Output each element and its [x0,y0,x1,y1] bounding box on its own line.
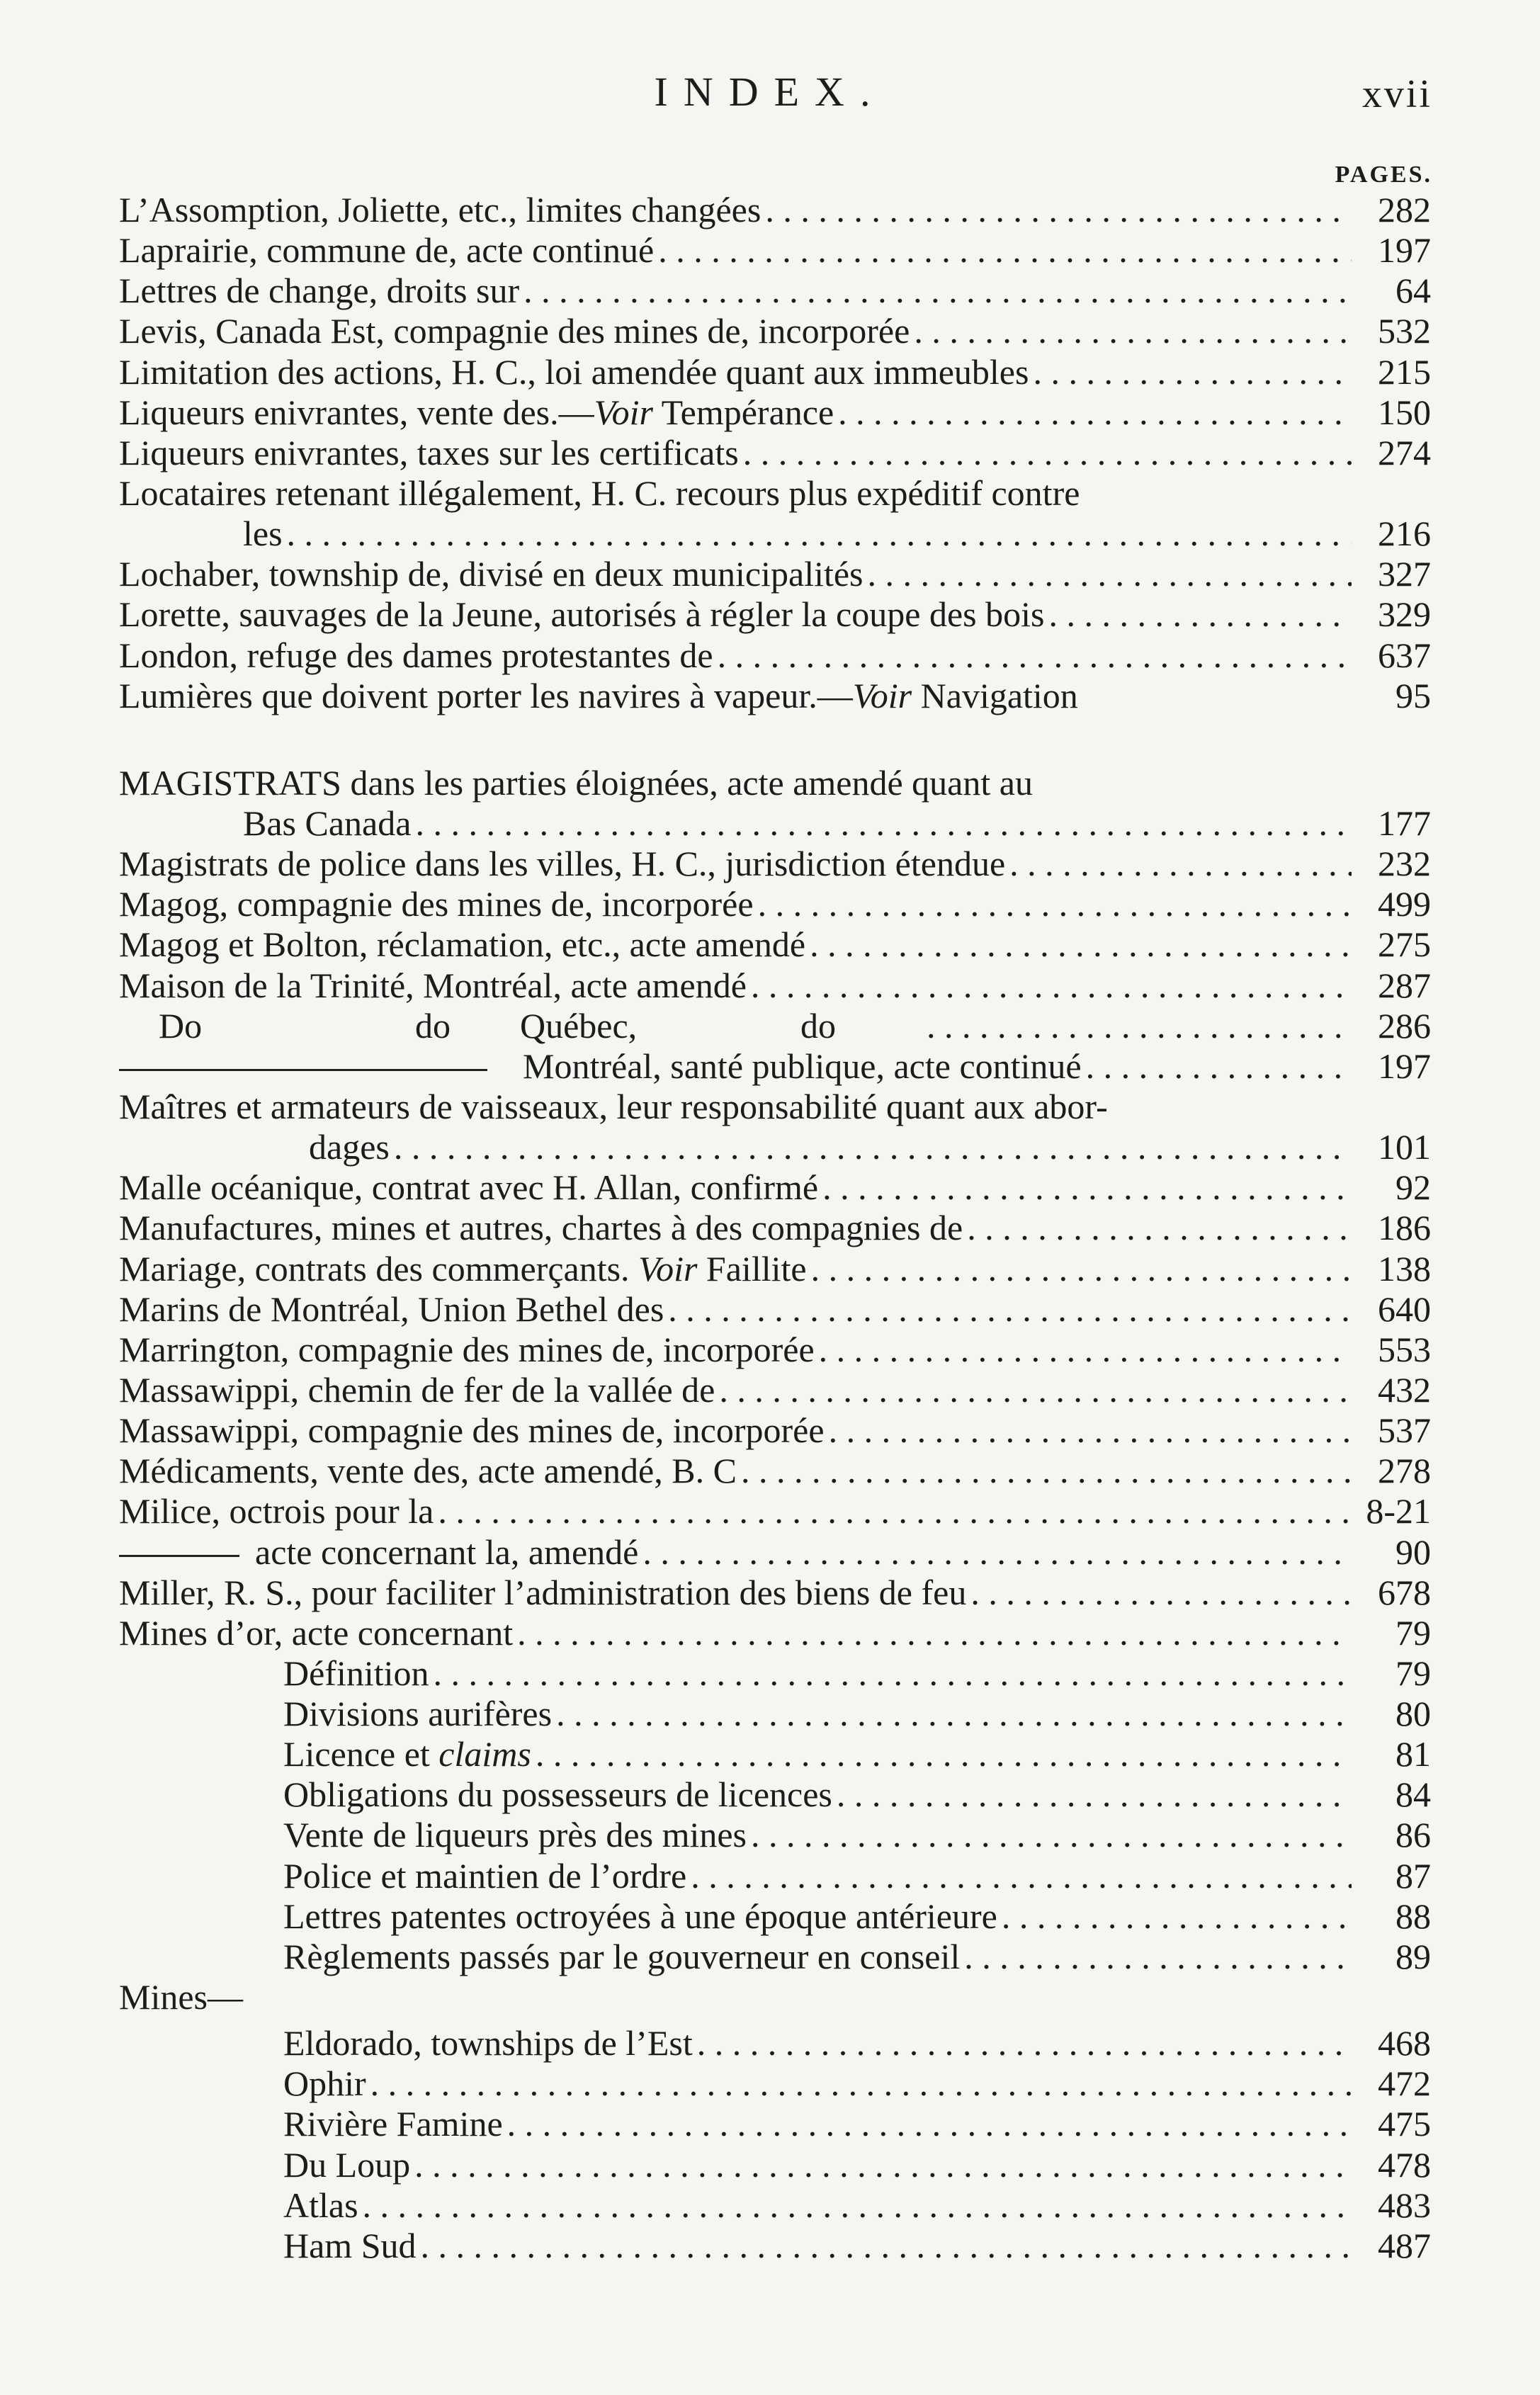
index-entry: London, refuge des dames protestantes de . . . 637 [119,635,1431,676]
page-ref: 186 [1378,1208,1431,1248]
page-ref: 177 [1378,803,1431,843]
page-ref: 475 [1378,2104,1431,2144]
index-entry-ditto-rule: Montréal, santé publique, acte continué . . . 197 [119,1046,1431,1087]
index-entry-continuation: Bas Canada . . . 177 [119,803,1431,844]
page-ref: 216 [1378,514,1431,554]
pages-column-heading: PAGES. [1335,162,1432,188]
section-gap [119,716,1431,763]
page-ref: 432 [1378,1369,1431,1410]
index-entry: Lettres de change, droits sur . . . 64 [119,271,1431,311]
page-ref: 287 [1378,965,1431,1005]
page-ref: 84 [1395,1774,1431,1815]
index-entry: Levis, Canada Est, compagnie des mines de, incorporée . . . 532 [119,311,1431,351]
page-ref: 197 [1378,230,1431,271]
index-entry: Massawippi, compagnie des mines de, incorporée . . . 537 [119,1410,1431,1451]
page-ref: 81 [1395,1734,1431,1774]
page-ref: 79 [1395,1612,1431,1653]
page-number: xvii [1361,72,1432,116]
page-ref: 483 [1378,2185,1431,2225]
index-subentry: Règlements passés par le gouverneur en conseil . . . 89 [119,1937,1431,1977]
index-entry: Miller, R. S., pour faciliter l’administration des biens de feu . . . 678 [119,1573,1431,1613]
page-ref: 278 [1378,1451,1431,1491]
index-entry: Malle océanique, contrat avec H. Allan, confirmé . . . 92 [119,1167,1431,1208]
page-ref: 215 [1378,351,1431,392]
spacer [119,2017,1431,2023]
index-subentry: Ham Sud . . . 487 [119,2226,1431,2266]
index-subentry: Atlas . . . 483 [119,2185,1431,2226]
index-subentry: Eldorado, townships de l’Est . . . 468 [119,2023,1431,2063]
index-subentry: Divisions aurifères . . . 80 [119,1694,1431,1734]
index-entry: Liqueurs enivrantes, vente des.—Voir Tempérance . . . 150 [119,392,1431,433]
index-list [119,190,1431,2266]
index-entry: Lorette, sauvages de la Jeune, autorisés à régler la coupe des bois . . . 329 [119,594,1431,635]
index-entry-line: Maîtres et armateurs de vaisseaux, leur responsabilité quant aux abor- [119,1086,1108,1126]
index-entry: Massawippi, chemin de fer de la vallée de . . . 432 [119,1370,1431,1410]
page-ref: 86 [1395,1815,1431,1855]
index-subentry: Vente de liqueurs près des mines . . . 86 [119,1815,1431,1855]
page-ref: 80 [1395,1694,1431,1734]
index-entry-line: MAGISTRATS dans les parties éloignées, acte amendé quant au [119,762,1033,803]
index-entry: Laprairie, commune de, acte continué . . . 197 [119,230,1431,271]
page-ref: 101 [1378,1127,1431,1167]
page-ref: 64 [1395,271,1431,311]
index-entry-line: Locataires retenant illégalement, H. C. recours plus expéditif contre [119,472,1080,513]
page-ref: 537 [1378,1410,1431,1451]
index-entry: Lumières que doivent porter les navires à vapeur.—Voir Navigation 95 [119,675,1431,715]
page-ref: 286 [1378,1005,1431,1046]
page-ref: 637 [1378,635,1431,675]
page-ref: 95 [1395,675,1431,715]
index-entry: L’Assomption, Joliette, etc., limites changées . . . 282 [119,190,1431,230]
index-entry-continuation: les . . . 216 [119,514,1431,554]
index-entry: Magistrats de police dans les villes, H. C., jurisdiction étendue . . . 232 [119,844,1431,884]
page-ref: 79 [1395,1653,1431,1693]
page-ref: 678 [1378,1572,1431,1612]
index-entry: Maison de la Trinité, Montréal, acte amendé . . . 287 [119,966,1431,1006]
index-subentry: Lettres patentes octroyées à une époque antérieure . . . 88 [119,1896,1431,1937]
index-entry: Magog et Bolton, réclamation, etc., acte amendé . . . 275 [119,924,1431,965]
page-ref: 150 [1378,392,1431,432]
index-entry: Manufactures, mines et autres, chartes à des compagnies de . . . 186 [119,1208,1431,1248]
page-ref: 472 [1378,2063,1431,2104]
index-subentry: Obligations du possesseurs de licences . . . 84 [119,1774,1431,1815]
page-title: INDEX. [654,69,886,115]
page-ref: 532 [1378,311,1431,351]
index-entry: Magog, compagnie des mines de, incorporée . . . 499 [119,884,1431,924]
page-ref: 274 [1378,432,1431,472]
index-entry: Lochaber, township de, divisé en deux municipalités . . . 327 [119,554,1431,594]
page-ref: 92 [1395,1167,1431,1208]
page-ref: 197 [1378,1046,1431,1086]
page-ref: 282 [1378,190,1431,230]
page-ref: 553 [1378,1329,1431,1369]
page-ref: 640 [1378,1289,1431,1329]
page-ref: 327 [1378,554,1431,594]
index-entry-continuation: dages . . . 101 [119,1127,1431,1167]
index-entry: Liqueurs enivrantes, taxes sur les certificats . . . 274 [119,433,1431,473]
page-ref: 329 [1378,594,1431,635]
index-entry-ditto-rule: acte concernant la, amendé . . . 90 [119,1532,1431,1573]
index-entry: Milice, octrois pour la . . . 8-21 [119,1491,1431,1531]
index-entry: Marins de Montréal, Union Bethel des . . . 640 [119,1289,1431,1330]
index-subentry: Définition . . . 79 [119,1653,1431,1694]
page-ref: 232 [1378,844,1431,884]
page-ref: 138 [1378,1248,1431,1289]
page-ref: 468 [1378,2023,1431,2063]
index-entry: Mines d’or, acte concernant . . . 79 [119,1613,1431,1653]
index-subentry: Rivière Famine . . . 475 [119,2104,1431,2144]
page-ref: 8-21 [1366,1491,1431,1531]
page-ref: 89 [1395,1936,1431,1976]
page-ref: 275 [1378,924,1431,965]
page-ref: 87 [1395,1855,1431,1896]
index-subentry: Ophir . . . 472 [119,2063,1431,2104]
page-ref: 90 [1395,1531,1431,1572]
index-entry: Marrington, compagnie des mines de, incorporée . . . 553 [119,1330,1431,1370]
index-entry: Limitation des actions, H. C., loi amendée quant aux immeubles . . . 215 [119,352,1431,392]
page-ref: 478 [1378,2144,1431,2185]
page-ref: 88 [1395,1896,1431,1936]
index-subentry: Police et maintien de l’ordre . . . 87 [119,1856,1431,1896]
ditto-rule [119,1555,239,1557]
index-entry-heading: Mines— [119,1977,243,2017]
index-subentry: Du Loup . . . 478 [119,2145,1431,2185]
index-subentry: Licence et claims . . . 81 [119,1734,1431,1774]
page-ref: 499 [1378,884,1431,924]
index-entry: Médicaments, vente des, acte amendé, B. C . . . 278 [119,1451,1431,1491]
index-entry: Mariage, contrats des commerçants. Voir Faillite . . . 138 [119,1249,1431,1289]
ditto-rule [119,1069,487,1071]
page-ref: 487 [1378,2225,1431,2265]
index-entry-ditto: Do do Québec, do . . . 286 [119,1006,1431,1046]
